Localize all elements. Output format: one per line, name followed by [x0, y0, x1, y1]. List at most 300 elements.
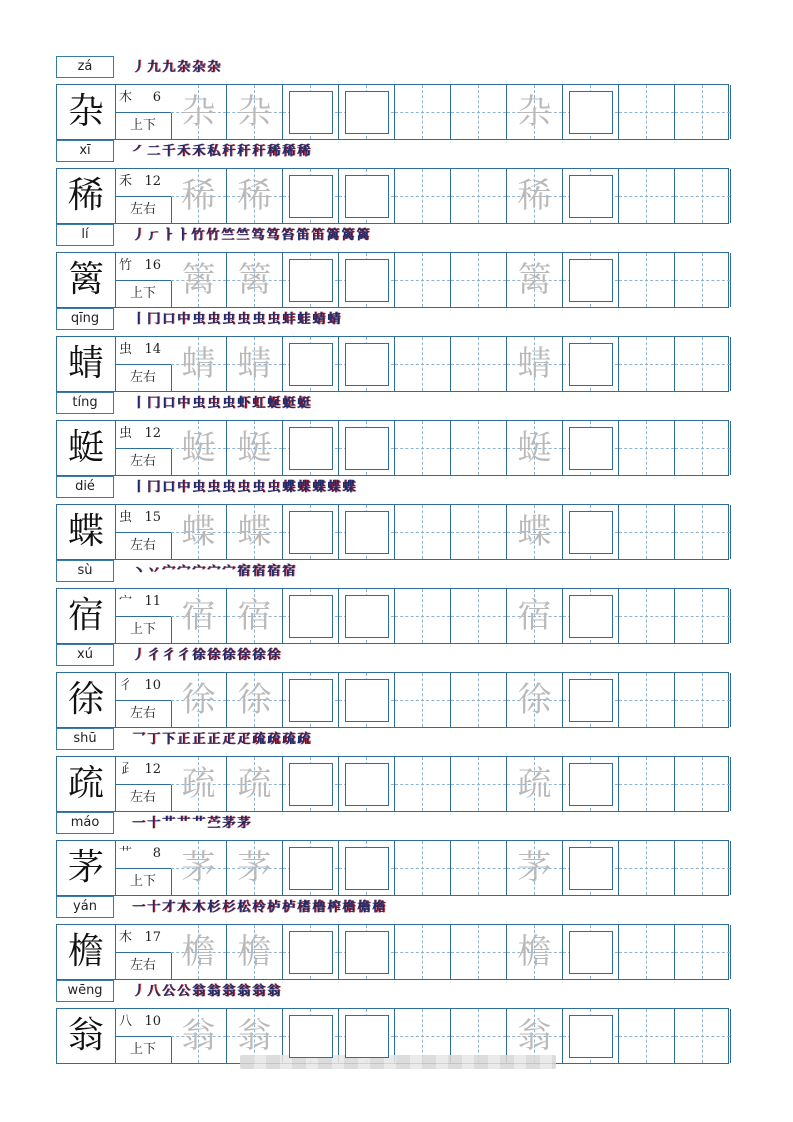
- writing-cell[interactable]: [563, 757, 619, 811]
- stroke-step: 中: [177, 480, 191, 495]
- writing-cell[interactable]: [619, 253, 675, 307]
- writing-cell[interactable]: [227, 1009, 283, 1063]
- trace-character: 徐: [181, 680, 216, 720]
- stroke-step: 虹: [252, 396, 266, 411]
- writing-square[interactable]: [289, 847, 333, 890]
- writing-square[interactable]: [345, 931, 389, 974]
- stroke-step: 翁: [192, 984, 206, 999]
- writing-cell[interactable]: [171, 253, 227, 307]
- trace-character: 篱: [517, 260, 552, 300]
- stroke-order-sequence: [132, 478, 357, 498]
- writing-cell[interactable]: [283, 421, 339, 475]
- writing-cell[interactable]: [283, 253, 339, 307]
- stroke-step: 虫: [237, 480, 251, 495]
- trace-character: 檐: [517, 932, 552, 972]
- stroke-step: 竹: [191, 228, 205, 243]
- writing-cell[interactable]: [507, 421, 563, 475]
- writing-cell[interactable]: [227, 925, 283, 979]
- writing-cell[interactable]: [395, 589, 451, 643]
- stroke-count: 8: [152, 846, 161, 861]
- stroke-step: 冂: [147, 312, 161, 327]
- radical-stroke-count: [115, 169, 171, 197]
- writing-square[interactable]: [569, 259, 613, 302]
- writing-cell[interactable]: [451, 421, 507, 475]
- writing-cell[interactable]: [395, 757, 451, 811]
- stroke-step: 虫: [207, 396, 221, 411]
- trace-character: 翁: [181, 1016, 216, 1056]
- structure-label: 上下: [115, 617, 172, 643]
- radical: 虫: [119, 510, 133, 525]
- stroke-step: 稀: [267, 144, 281, 159]
- radical: 宀: [119, 594, 133, 609]
- radical-stroke-count: [115, 421, 171, 449]
- stroke-step: 笃: [251, 228, 265, 243]
- writing-cell[interactable]: [339, 1009, 395, 1063]
- writing-cell[interactable]: [339, 673, 395, 727]
- pinyin-label: dié: [56, 476, 114, 498]
- model-character: 茅: [57, 841, 116, 895]
- writing-cell[interactable]: [675, 337, 731, 391]
- practice-grid: [56, 84, 729, 140]
- trace-character: 蜻: [181, 344, 216, 384]
- writing-cell[interactable]: [619, 169, 675, 223]
- writing-square[interactable]: [569, 679, 613, 722]
- stroke-step: 正: [192, 732, 206, 747]
- writing-cell[interactable]: [507, 253, 563, 307]
- writing-cell[interactable]: [451, 85, 507, 139]
- writing-cell[interactable]: [227, 673, 283, 727]
- stroke-step: 蜓: [297, 396, 311, 411]
- stroke-step: 中: [177, 396, 191, 411]
- writing-cell[interactable]: [171, 757, 227, 811]
- writing-cell[interactable]: [227, 85, 283, 139]
- character-entry: [0, 728, 793, 812]
- writing-cell[interactable]: [227, 841, 283, 895]
- writing-cell[interactable]: [395, 925, 451, 979]
- stroke-step: 疏: [297, 732, 311, 747]
- character-entry: [0, 896, 793, 980]
- writing-square[interactable]: [569, 763, 613, 806]
- writing-cell[interactable]: [171, 421, 227, 475]
- writing-cell[interactable]: [675, 421, 731, 475]
- writing-cell[interactable]: [619, 1009, 675, 1063]
- writing-cell[interactable]: [283, 925, 339, 979]
- stroke-step: 蜒: [267, 396, 281, 411]
- stroke-step: ㇒: [132, 144, 146, 159]
- writing-cell[interactable]: [451, 253, 507, 307]
- stroke-step: 虫: [207, 480, 221, 495]
- stroke-step: 宀: [192, 564, 206, 579]
- writing-square[interactable]: [345, 427, 389, 470]
- stroke-step: 橹: [312, 900, 326, 915]
- radical: 木: [119, 90, 133, 105]
- writing-cell[interactable]: [507, 841, 563, 895]
- writing-cell[interactable]: [171, 589, 227, 643]
- writing-cell[interactable]: [507, 925, 563, 979]
- writing-cell[interactable]: [675, 85, 731, 139]
- writing-cell[interactable]: [675, 253, 731, 307]
- writing-cell[interactable]: [675, 673, 731, 727]
- trace-character: 徐: [517, 680, 552, 720]
- stroke-step: 宀: [162, 564, 176, 579]
- model-character: 篱: [57, 253, 116, 307]
- writing-cell[interactable]: [339, 421, 395, 475]
- stroke-step: 竹: [206, 228, 220, 243]
- stroke-step: 徐: [267, 648, 281, 663]
- stroke-count: 17: [144, 930, 161, 945]
- stroke-order-sequence: [132, 394, 312, 414]
- stroke-step: 千: [162, 144, 176, 159]
- writing-square[interactable]: [569, 511, 613, 554]
- stroke-step: 九: [147, 60, 161, 75]
- writing-cell[interactable]: [227, 757, 283, 811]
- stroke-step: 丁: [147, 732, 161, 747]
- stroke-step: 蚌: [282, 312, 296, 327]
- writing-cell[interactable]: [675, 589, 731, 643]
- pinyin-label: yán: [56, 896, 114, 918]
- stroke-step: 柃: [252, 900, 266, 915]
- writing-cell[interactable]: [395, 253, 451, 307]
- trace-character: 篱: [181, 260, 216, 300]
- stroke-step: 宀: [177, 564, 191, 579]
- model-character: 疏: [57, 757, 116, 811]
- stroke-step: 丨: [132, 312, 146, 327]
- pinyin-label: qīng: [56, 308, 114, 330]
- writing-cell[interactable]: [563, 505, 619, 559]
- writing-square[interactable]: [345, 175, 389, 218]
- stroke-step: 正: [207, 732, 221, 747]
- practice-grid: [56, 756, 729, 812]
- writing-cell[interactable]: [283, 169, 339, 223]
- stroke-step: 丿: [132, 648, 146, 663]
- writing-cell[interactable]: [283, 673, 339, 727]
- writing-square[interactable]: [345, 511, 389, 554]
- writing-square[interactable]: [289, 679, 333, 722]
- writing-cell[interactable]: [563, 589, 619, 643]
- stroke-step: 公: [162, 984, 176, 999]
- writing-cell[interactable]: [339, 841, 395, 895]
- writing-square[interactable]: [289, 763, 333, 806]
- model-character: 杂: [57, 85, 116, 139]
- writing-cell[interactable]: [619, 337, 675, 391]
- radical: 木: [119, 930, 133, 945]
- trace-character: 蜓: [237, 428, 272, 468]
- writing-square[interactable]: [569, 91, 613, 134]
- writing-cell[interactable]: [339, 505, 395, 559]
- writing-cell[interactable]: [563, 925, 619, 979]
- writing-cell[interactable]: [227, 169, 283, 223]
- writing-cell[interactable]: [563, 841, 619, 895]
- writing-cell[interactable]: [227, 253, 283, 307]
- trace-character: 蜻: [517, 344, 552, 384]
- structure-label: 上下: [115, 869, 172, 895]
- writing-square[interactable]: [345, 91, 389, 134]
- stroke-step: 竺: [221, 228, 235, 243]
- trace-character: 疏: [181, 764, 216, 804]
- writing-cell[interactable]: [619, 589, 675, 643]
- writing-square[interactable]: [569, 847, 613, 890]
- writing-cell[interactable]: [675, 505, 731, 559]
- stroke-step: 榰: [297, 900, 311, 915]
- writing-square[interactable]: [289, 259, 333, 302]
- writing-cell[interactable]: [619, 673, 675, 727]
- writing-cell[interactable]: [675, 841, 731, 895]
- trace-character: 宿: [181, 596, 216, 636]
- writing-square[interactable]: [289, 595, 333, 638]
- structure-label: 左右: [115, 365, 172, 391]
- radical: 竹: [119, 258, 133, 273]
- writing-cell[interactable]: [171, 85, 227, 139]
- stroke-order-sequence: [132, 814, 252, 834]
- practice-grid: [56, 588, 729, 644]
- stroke-step: 丿: [132, 60, 146, 75]
- stroke-step: 徐: [207, 648, 221, 663]
- model-character: 徐: [57, 673, 116, 727]
- pinyin-label: tíng: [56, 392, 114, 414]
- writing-cell[interactable]: [227, 589, 283, 643]
- writing-cell[interactable]: [619, 925, 675, 979]
- stroke-step: 徐: [222, 648, 236, 663]
- structure-label: 左右: [115, 953, 172, 979]
- writing-cell[interactable]: [507, 673, 563, 727]
- stroke-step: 十: [147, 816, 161, 831]
- pinyin-label: xú: [56, 644, 114, 666]
- writing-cell[interactable]: [507, 85, 563, 139]
- writing-square[interactable]: [289, 175, 333, 218]
- writing-cell[interactable]: [451, 169, 507, 223]
- writing-cell[interactable]: [563, 673, 619, 727]
- stroke-step: 一: [132, 816, 146, 831]
- writing-cell[interactable]: [339, 757, 395, 811]
- stroke-step: 虫: [192, 312, 206, 327]
- writing-cell[interactable]: [339, 85, 395, 139]
- structure-label: 上下: [115, 113, 172, 139]
- writing-cell[interactable]: [171, 925, 227, 979]
- stroke-count: 10: [144, 678, 161, 693]
- writing-cell[interactable]: [619, 421, 675, 475]
- writing-square[interactable]: [345, 1015, 389, 1058]
- stroke-step: 宿: [237, 564, 251, 579]
- writing-cell[interactable]: [283, 337, 339, 391]
- writing-cell[interactable]: [395, 673, 451, 727]
- stroke-order-sequence: [132, 226, 371, 246]
- writing-cell[interactable]: [507, 1009, 563, 1063]
- writing-square[interactable]: [289, 427, 333, 470]
- structure-label: 左右: [115, 197, 172, 223]
- writing-cell[interactable]: [395, 169, 451, 223]
- radical-stroke-count: [115, 85, 171, 113]
- pinyin-label: shū: [56, 728, 114, 750]
- writing-cell[interactable]: [507, 169, 563, 223]
- writing-cell[interactable]: [227, 337, 283, 391]
- stroke-order-sequence: [132, 58, 222, 78]
- stroke-step: 疏: [282, 732, 296, 747]
- writing-cell[interactable]: [507, 589, 563, 643]
- writing-square[interactable]: [345, 763, 389, 806]
- writing-cell[interactable]: [507, 337, 563, 391]
- writing-cell[interactable]: [675, 757, 731, 811]
- writing-cell[interactable]: [563, 1009, 619, 1063]
- practice-grid: [56, 840, 729, 896]
- stroke-step: 丨: [132, 480, 146, 495]
- stroke-step: 杉: [207, 900, 221, 915]
- writing-cell[interactable]: [619, 841, 675, 895]
- trace-character: 稀: [517, 176, 552, 216]
- writing-cell[interactable]: [451, 505, 507, 559]
- practice-grid: [56, 336, 729, 392]
- writing-cell[interactable]: [395, 421, 451, 475]
- radical: 虫: [119, 342, 133, 357]
- stroke-step: 篱: [341, 228, 355, 243]
- pinyin-label: xī: [56, 140, 114, 162]
- writing-cell[interactable]: [171, 841, 227, 895]
- trace-character: 翁: [237, 1016, 272, 1056]
- writing-square[interactable]: [289, 931, 333, 974]
- writing-square[interactable]: [289, 343, 333, 386]
- stroke-step: 翁: [237, 984, 251, 999]
- model-character: 宿: [57, 589, 116, 643]
- stroke-step: 丿: [132, 984, 146, 999]
- stroke-step: 疋: [222, 732, 236, 747]
- stroke-step: 檐: [342, 900, 356, 915]
- character-entry: [0, 392, 793, 476]
- writing-cell[interactable]: [563, 85, 619, 139]
- writing-cell[interactable]: [171, 673, 227, 727]
- writing-cell[interactable]: [339, 337, 395, 391]
- stroke-step: 宀: [222, 564, 236, 579]
- writing-cell[interactable]: [619, 505, 675, 559]
- writing-square[interactable]: [569, 427, 613, 470]
- writing-cell[interactable]: [339, 169, 395, 223]
- stroke-count: 12: [144, 426, 161, 441]
- writing-square[interactable]: [289, 511, 333, 554]
- stroke-step: 虫: [267, 480, 281, 495]
- stroke-step: 私: [207, 144, 221, 159]
- pinyin-label: sù: [56, 560, 114, 582]
- writing-square[interactable]: [569, 931, 613, 974]
- stroke-step: 木: [192, 900, 206, 915]
- writing-cell[interactable]: [451, 841, 507, 895]
- practice-grid: [56, 252, 729, 308]
- writing-cell[interactable]: [339, 589, 395, 643]
- writing-square[interactable]: [345, 679, 389, 722]
- writing-square[interactable]: [569, 343, 613, 386]
- stroke-step: 蝶: [312, 480, 326, 495]
- writing-cell[interactable]: [451, 589, 507, 643]
- stroke-step: 宿: [267, 564, 281, 579]
- writing-cell[interactable]: [395, 505, 451, 559]
- model-character: 翁: [57, 1009, 116, 1063]
- stroke-step: 虫: [222, 480, 236, 495]
- writing-cell[interactable]: [283, 841, 339, 895]
- writing-cell[interactable]: [451, 673, 507, 727]
- writing-cell[interactable]: [171, 505, 227, 559]
- writing-cell[interactable]: [451, 925, 507, 979]
- writing-cell[interactable]: [675, 925, 731, 979]
- writing-cell[interactable]: [227, 421, 283, 475]
- radical-stroke-count: [115, 757, 171, 785]
- writing-cell[interactable]: [283, 85, 339, 139]
- trace-character: 宿: [237, 596, 272, 636]
- stroke-order-sequence: [132, 898, 387, 918]
- writing-cell[interactable]: [283, 505, 339, 559]
- writing-cell[interactable]: [227, 505, 283, 559]
- stroke-step: 乛: [132, 732, 146, 747]
- character-entry: [0, 56, 793, 140]
- writing-square[interactable]: [345, 259, 389, 302]
- stroke-step: 疏: [267, 732, 281, 747]
- stroke-step: 禾: [177, 144, 191, 159]
- radical: 彳: [119, 678, 133, 693]
- stroke-step: 下: [162, 732, 176, 747]
- writing-cell[interactable]: [563, 253, 619, 307]
- stroke-step: 虫: [192, 396, 206, 411]
- writing-cell[interactable]: [339, 253, 395, 307]
- writing-cell[interactable]: [619, 757, 675, 811]
- writing-cell[interactable]: [395, 337, 451, 391]
- radical: 艹: [119, 846, 133, 861]
- stroke-step: 蝶: [282, 480, 296, 495]
- writing-cell[interactable]: [339, 925, 395, 979]
- writing-square[interactable]: [289, 91, 333, 134]
- writing-cell[interactable]: [507, 505, 563, 559]
- writing-cell[interactable]: [283, 757, 339, 811]
- trace-character: 疏: [517, 764, 552, 804]
- radical-stroke-count: [115, 253, 171, 281]
- stroke-step: 栌: [267, 900, 281, 915]
- writing-cell[interactable]: [171, 337, 227, 391]
- character-entry: [0, 560, 793, 644]
- stroke-step: 虫: [252, 312, 266, 327]
- character-entry: [0, 812, 793, 896]
- writing-cell[interactable]: [507, 757, 563, 811]
- stroke-step: 杂: [192, 60, 206, 75]
- stroke-step: 艹: [177, 816, 191, 831]
- writing-cell[interactable]: [451, 757, 507, 811]
- writing-cell[interactable]: [619, 85, 675, 139]
- writing-cell[interactable]: [563, 337, 619, 391]
- writing-square[interactable]: [345, 595, 389, 638]
- writing-cell[interactable]: [563, 169, 619, 223]
- stroke-count: 12: [144, 762, 161, 777]
- writing-cell[interactable]: [451, 337, 507, 391]
- stroke-step: ㅏ: [176, 228, 190, 243]
- writing-cell[interactable]: [171, 1009, 227, 1063]
- writing-square[interactable]: [569, 595, 613, 638]
- writing-cell[interactable]: [283, 589, 339, 643]
- writing-cell[interactable]: [283, 1009, 339, 1063]
- writing-cell[interactable]: [675, 169, 731, 223]
- stroke-step: 冂: [147, 396, 161, 411]
- radical: 禾: [119, 174, 133, 189]
- stroke-count: 16: [144, 258, 161, 273]
- writing-square[interactable]: [345, 343, 389, 386]
- writing-cell[interactable]: [395, 841, 451, 895]
- writing-cell[interactable]: [563, 421, 619, 475]
- stroke-step: 丶: [132, 564, 146, 579]
- writing-cell[interactable]: [395, 85, 451, 139]
- writing-cell[interactable]: [171, 169, 227, 223]
- stroke-step: 宿: [252, 564, 266, 579]
- writing-square[interactable]: [569, 1015, 613, 1058]
- writing-square[interactable]: [345, 847, 389, 890]
- model-character: 蜻: [57, 337, 116, 391]
- writing-cell[interactable]: [675, 1009, 731, 1063]
- structure-label: 左右: [115, 701, 172, 727]
- writing-square[interactable]: [289, 1015, 333, 1058]
- writing-square[interactable]: [569, 175, 613, 218]
- pinyin-label: wēng: [56, 980, 114, 1002]
